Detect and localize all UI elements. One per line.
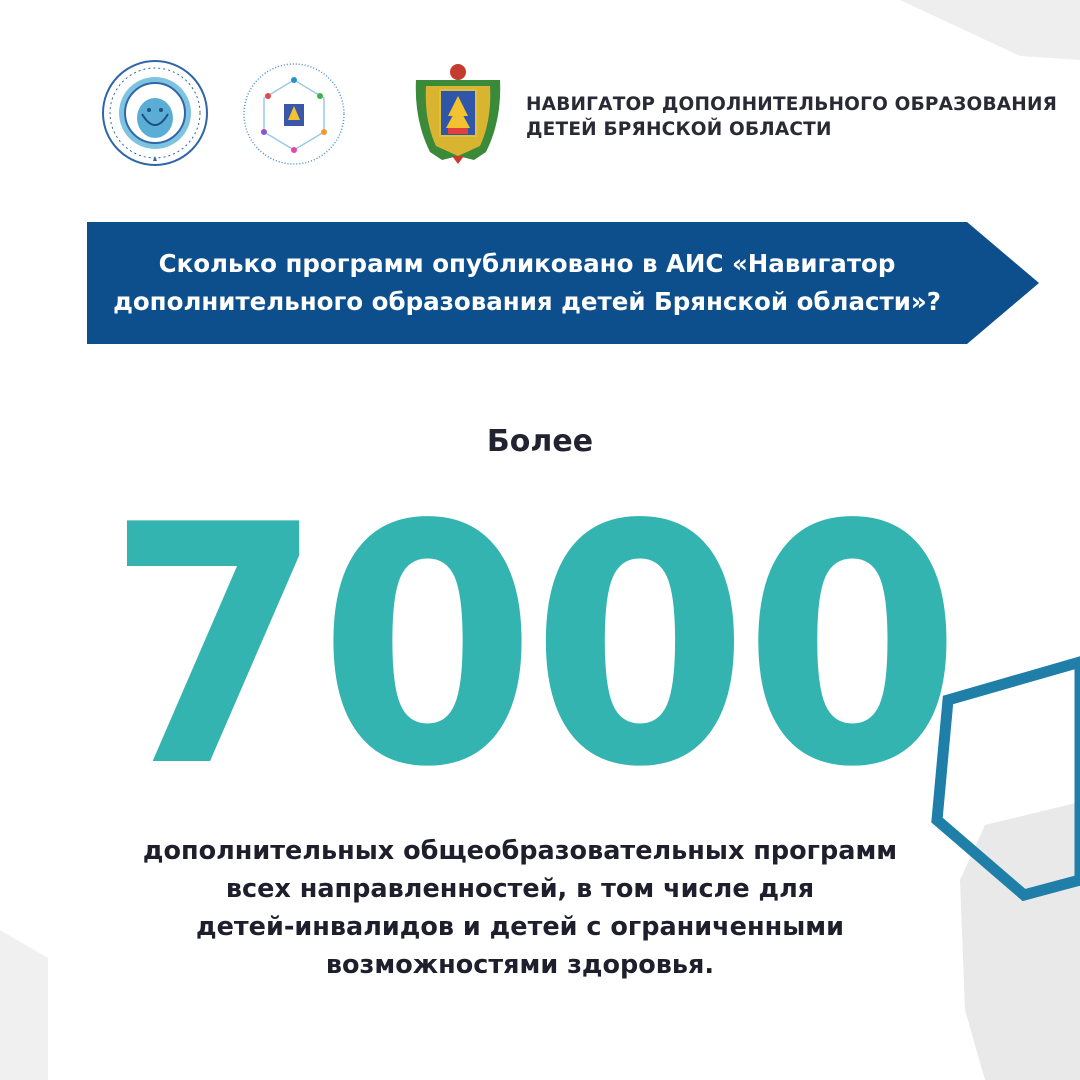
navigator-title-line1: НАВИГАТОР ДОПОЛНИТЕЛЬНОГО ОБРАЗОВАНИЯ xyxy=(526,94,1058,115)
question-line2: дополнительного образования детей Брянской области»? xyxy=(113,287,941,316)
question-text xyxy=(87,222,967,344)
navigator-title xyxy=(526,92,1057,142)
navigator-title-line2: ДЕТЕЙ БРЯНСКОЙ ОБЛАСТИ xyxy=(526,119,832,140)
lead-text: Более xyxy=(486,424,594,459)
question-banner xyxy=(87,222,1039,344)
description-line3: детей-инвалидов и детей с ограниченными xyxy=(196,912,844,942)
description xyxy=(60,832,980,984)
description-line4: возможностями здоровья. xyxy=(325,950,715,980)
description-line1: дополнительных общеобразовательных программ xyxy=(142,836,898,866)
regional-model-center-logo xyxy=(238,58,350,170)
question-line1: Сколько программ опубликовано в АИС «Навигатор xyxy=(158,249,896,278)
gagarin-palace-logo xyxy=(100,58,210,168)
bryansk-coat-of-arms xyxy=(412,60,504,164)
program-count: 7000 xyxy=(106,455,956,839)
description-line2: всех направленностей, в том числе для xyxy=(225,874,815,904)
